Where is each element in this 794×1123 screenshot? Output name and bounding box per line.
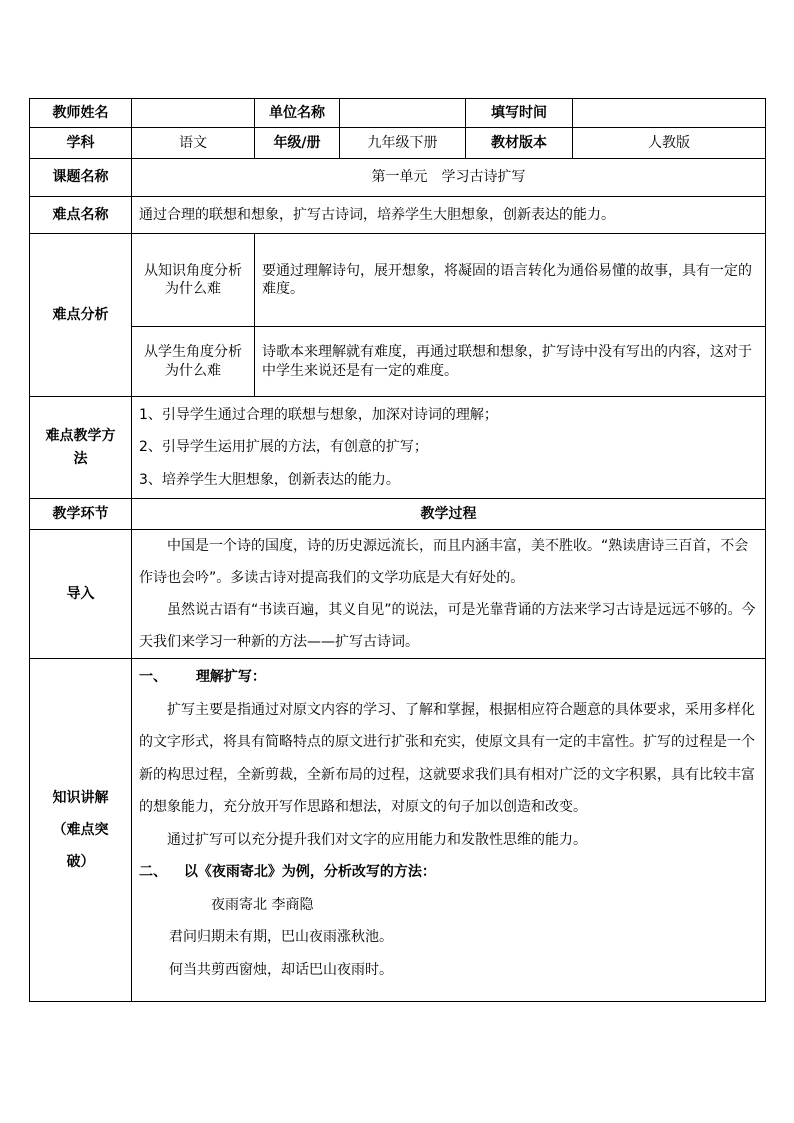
info-row-2 — [30, 128, 766, 159]
intro-content — [132, 530, 766, 659]
method-item: 2、引导学生运用扩展的方法，有创意的扩写； — [139, 439, 428, 456]
fill-time-label: 填写时间 — [466, 99, 573, 128]
process-header-row — [30, 499, 766, 530]
intro-paragraph: 虽然说古语有“书读百遍，其义自见”的说法，可是光靠背诵的方法来学习古诗是远远不够的。今天我们来学习一种新的方法——扩写古诗词。 — [139, 602, 756, 650]
section-heading — [139, 856, 758, 889]
stage-header: 教学环节 — [30, 499, 132, 530]
knowledge-angle-label: 从知识角度分析为什么难 — [132, 234, 255, 327]
intro-label: 导入 — [30, 530, 132, 659]
topic-value: 第一单元 学习古诗扩写 — [132, 159, 766, 197]
grade-value: 九年级下册 — [340, 128, 466, 159]
body-paragraph: 通过扩写可以充分提升我们对文字的应用能力和发散性思维的能力。 — [167, 831, 587, 848]
method-item: 3、培养学生大胆想象，创新表达的能力。 — [139, 471, 400, 488]
unit-name-label: 单位名称 — [255, 99, 340, 128]
subject-value: 语文 — [132, 128, 255, 159]
edition-label: 教材版本 — [466, 128, 573, 159]
student-angle-value: 诗歌本来理解就有难度，再通过联想和想象，扩写诗中没有写出的内容，这对于中学生来说还是有一定的难度。 — [255, 327, 766, 397]
analysis-row-student — [30, 327, 766, 397]
difficulty-row — [30, 197, 766, 234]
section-number: 一、 — [139, 669, 167, 685]
poem-line: 君问归期未有期，巴山夜雨涨秋池。 — [169, 929, 393, 945]
student-angle-label: 从学生角度分析为什么难 — [132, 327, 255, 397]
topic-row — [30, 159, 766, 197]
section-title: 以《夜雨寄北》为例，分析改写的方法： — [183, 864, 436, 880]
difficulty-label: 难点名称 — [30, 197, 132, 234]
knowledge-content — [132, 659, 766, 1002]
section-heading — [139, 661, 758, 694]
grade-label: 年级/册 — [255, 128, 340, 159]
method-row — [30, 397, 766, 499]
intro-row — [30, 530, 766, 659]
edition-value: 人教版 — [573, 128, 766, 159]
process-header: 教学过程 — [132, 499, 766, 530]
body-paragraph: 扩写主要是指通过对原文内容的学习、了解和掌握，根据相应符合题意的具体要求，采用多样化的文字形式，将具有简略特点的原文进行扩张和充实，使原文具有一定的丰富性。扩写的过程是一个新的构思过程，全新剪裁，全新布局的过程，这就要求我们具有相对广泛的文字积累，具有比较丰富的想象能力，充分放开写作思路和想法，对原文的句子加以创造和改变。 — [139, 701, 755, 815]
teacher-name-label: 教师姓名 — [30, 99, 132, 128]
knowledge-row — [30, 659, 766, 1002]
poem-title: 夜雨寄北 李商隐 — [211, 896, 314, 913]
method-label: 难点教学方法 — [30, 397, 132, 499]
teacher-name-value — [132, 99, 255, 128]
intro-paragraph: 中国是一个诗的国度，诗的历史源远流长，而且内涵丰富，美不胜收。“熟读唐诗三百首，不会作诗也会吟”。多读古诗对提高我们的文学功底是大有好处的。 — [139, 538, 749, 586]
poem-line: 何当共剪西窗烛，却话巴山夜雨时。 — [169, 961, 393, 978]
knowledge-label-line: （难点突 — [52, 821, 109, 838]
section-title: 理解扩写： — [195, 669, 266, 685]
analysis-label: 难点分析 — [30, 234, 132, 397]
analysis-row-knowledge — [30, 234, 766, 327]
method-item: 1、引导学生通过合理的联想与想象，加深对诗词的理解； — [139, 406, 498, 423]
knowledge-label — [30, 659, 132, 1002]
method-list — [132, 397, 766, 499]
knowledge-label-line: 破） — [66, 854, 95, 871]
difficulty-value: 通过合理的联想和想象，扩写古诗词，培养学生大胆想象，创新表达的能力。 — [132, 197, 766, 234]
section-number: 二、 — [139, 864, 167, 880]
lesson-plan-table — [29, 98, 766, 1002]
subject-label: 学科 — [30, 128, 132, 159]
topic-label: 课题名称 — [30, 159, 132, 197]
knowledge-label-line: 知识讲解 — [52, 789, 109, 806]
fill-time-value — [573, 99, 766, 128]
knowledge-angle-value: 要通过理解诗句，展开想象，将凝固的语言转化为通俗易懂的故事，具有一定的难度。 — [255, 234, 766, 327]
info-row-1 — [30, 99, 766, 128]
unit-name-value — [340, 99, 466, 128]
